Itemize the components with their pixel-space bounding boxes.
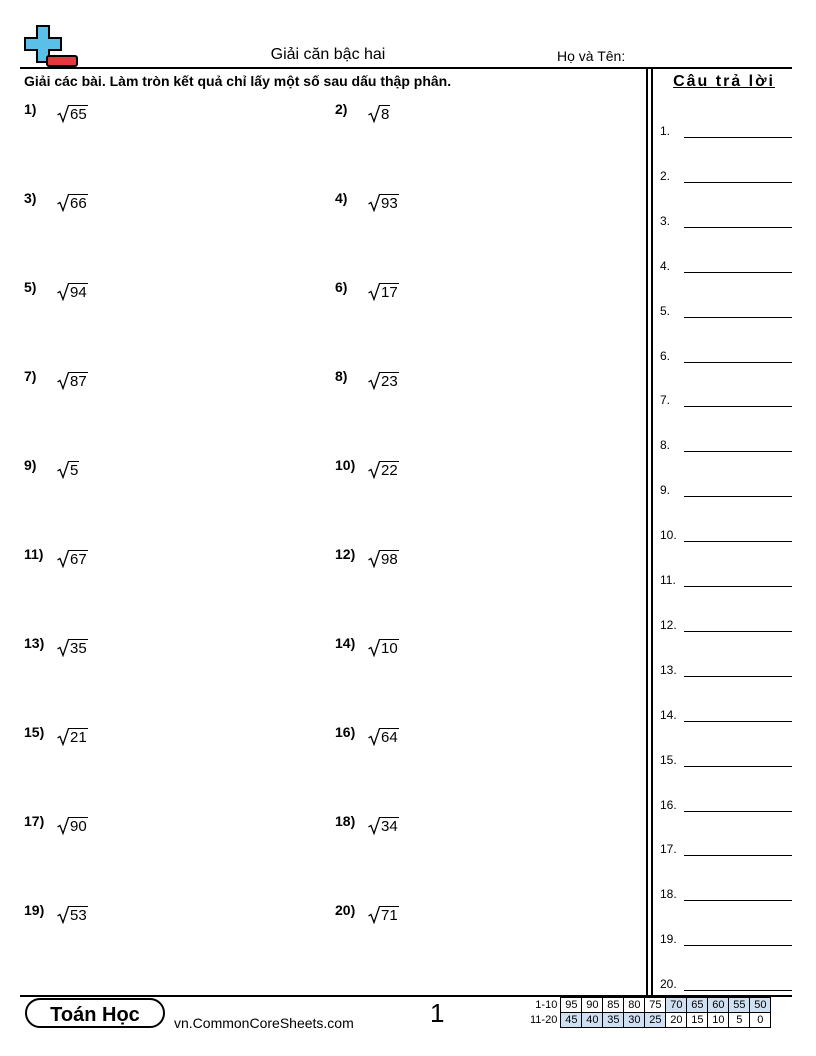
answer-line[interactable] xyxy=(684,451,792,452)
score-cell: 0 xyxy=(750,1013,771,1028)
answer-number: 9. xyxy=(660,483,671,498)
answer-line[interactable] xyxy=(684,766,792,767)
problem-number: 11) xyxy=(24,546,44,562)
square-root-expression xyxy=(57,728,88,746)
answer-number: 7. xyxy=(660,393,671,408)
answer-slot[interactable] xyxy=(660,167,792,183)
problem-number: 13) xyxy=(24,635,45,651)
problem-number: 20) xyxy=(335,902,356,918)
answer-slot[interactable] xyxy=(660,436,792,452)
problem-number: 6) xyxy=(335,279,348,295)
answer-line[interactable] xyxy=(684,945,792,946)
score-row xyxy=(528,1013,771,1028)
radicand: 71 xyxy=(381,907,398,924)
answer-line[interactable] xyxy=(684,362,792,363)
radicand: 90 xyxy=(70,818,87,835)
score-cell: 40 xyxy=(582,1013,603,1028)
radicand: 8 xyxy=(381,106,390,123)
score-cell: 65 xyxy=(687,998,708,1013)
score-table xyxy=(528,997,771,1028)
top-divider xyxy=(20,67,792,69)
radicand: 53 xyxy=(70,907,87,924)
square-root-expression xyxy=(57,817,88,835)
radicand: 35 xyxy=(70,640,87,657)
answer-number: 10. xyxy=(660,528,677,543)
square-root-expression xyxy=(368,639,399,657)
answer-slot[interactable] xyxy=(660,751,792,767)
radicand: 98 xyxy=(381,551,398,568)
answer-slot[interactable] xyxy=(660,885,792,901)
brand-badge: Toán Học xyxy=(25,998,165,1028)
answer-line[interactable] xyxy=(684,900,792,901)
answer-number: 17. xyxy=(660,842,677,857)
answer-slot[interactable] xyxy=(660,840,792,856)
radicand: 17 xyxy=(381,284,398,301)
radicand: 87 xyxy=(70,373,87,390)
square-root-expression xyxy=(57,372,88,390)
site-url: vn.CommonCoreSheets.com xyxy=(174,1015,354,1031)
score-cell: 10 xyxy=(708,1013,729,1028)
radicand: 93 xyxy=(381,195,398,212)
answer-number: 16. xyxy=(660,797,677,812)
square-root-expression xyxy=(368,105,390,123)
answer-slot[interactable] xyxy=(660,391,792,407)
problem-number: 3) xyxy=(24,190,37,206)
answer-line[interactable] xyxy=(684,811,792,812)
score-range-label: 11-20 xyxy=(530,1014,558,1026)
radicand: 21 xyxy=(70,729,87,746)
worksheet-title: Giải căn bậc hai xyxy=(270,46,386,63)
answer-line[interactable] xyxy=(684,631,792,632)
answer-number: 12. xyxy=(660,617,677,632)
answer-column-divider xyxy=(646,68,648,996)
score-cell: 60 xyxy=(708,998,729,1013)
problem-number: 2) xyxy=(335,101,348,117)
name-label: Họ và Tên: xyxy=(557,48,626,64)
radicand: 5 xyxy=(70,462,79,479)
answer-line[interactable] xyxy=(684,721,792,722)
problem-number: 18) xyxy=(335,813,356,829)
answer-number: 3. xyxy=(660,213,671,228)
square-root-expression xyxy=(57,550,88,568)
square-root-expression xyxy=(57,639,88,657)
answer-line[interactable] xyxy=(684,272,792,273)
answer-slot[interactable] xyxy=(660,661,792,677)
answer-slot[interactable] xyxy=(660,796,792,812)
score-cell: 35 xyxy=(603,1013,624,1028)
answer-number: 2. xyxy=(660,168,671,183)
answer-slot[interactable] xyxy=(660,975,792,991)
problem-number: 10) xyxy=(335,457,356,473)
square-root-expression xyxy=(57,906,88,924)
score-range-label: 1-10 xyxy=(535,999,558,1011)
score-cell: 85 xyxy=(603,998,624,1013)
answer-line[interactable] xyxy=(684,990,792,991)
square-root-expression xyxy=(57,194,88,212)
answer-slot[interactable] xyxy=(660,122,792,138)
answer-line[interactable] xyxy=(684,855,792,856)
answer-line[interactable] xyxy=(684,676,792,677)
score-cell: 20 xyxy=(666,1013,687,1028)
answer-column-divider xyxy=(651,68,653,996)
square-root-expression xyxy=(368,817,399,835)
answer-number: 6. xyxy=(660,348,671,363)
radicand: 23 xyxy=(381,373,398,390)
problem-number: 1) xyxy=(24,101,37,117)
radicand: 65 xyxy=(70,106,87,123)
problem-number: 5) xyxy=(24,279,37,295)
score-cell: 5 xyxy=(729,1013,750,1028)
score-cell: 75 xyxy=(645,998,666,1013)
answer-number: 11. xyxy=(660,573,676,587)
answer-slot[interactable] xyxy=(660,930,792,946)
answer-line[interactable] xyxy=(684,182,792,183)
square-root-expression xyxy=(368,550,399,568)
answer-line[interactable] xyxy=(684,541,792,542)
problem-number: 16) xyxy=(335,724,356,740)
answer-slot[interactable] xyxy=(660,257,792,273)
answers-title: Câu trả lời xyxy=(673,73,775,90)
problem-number: 4) xyxy=(335,190,348,206)
answer-number: 15. xyxy=(660,752,677,767)
score-row xyxy=(528,998,771,1013)
answer-slot[interactable] xyxy=(660,571,792,587)
problem-number: 15) xyxy=(24,724,45,740)
square-root-expression xyxy=(368,372,399,390)
square-root-expression xyxy=(368,283,399,301)
square-root-expression xyxy=(368,461,399,479)
radicand: 34 xyxy=(381,818,398,835)
answer-slot[interactable] xyxy=(660,706,792,722)
answer-line[interactable] xyxy=(684,317,792,318)
square-root-expression xyxy=(368,194,399,212)
score-cell: 55 xyxy=(729,998,750,1013)
answer-line[interactable] xyxy=(684,227,792,228)
problem-number: 12) xyxy=(335,546,356,562)
answer-slot[interactable] xyxy=(660,347,792,363)
score-cell: 95 xyxy=(561,998,582,1013)
answer-line[interactable] xyxy=(684,586,792,587)
radicand: 67 xyxy=(70,551,87,568)
square-root-expression xyxy=(368,906,399,924)
radicand: 66 xyxy=(70,195,87,212)
square-root-expression xyxy=(57,105,88,123)
radicand: 64 xyxy=(381,729,398,746)
answer-number: 5. xyxy=(660,303,671,318)
answer-number: 20. xyxy=(660,977,677,992)
square-root-expression xyxy=(368,728,399,746)
answer-slot[interactable] xyxy=(660,302,792,318)
score-cell: 15 xyxy=(687,1013,708,1028)
answer-number: 18. xyxy=(660,887,677,902)
score-cell: 30 xyxy=(624,1013,645,1028)
radicand: 22 xyxy=(381,462,398,479)
radicand: 94 xyxy=(70,284,87,301)
problem-number: 17) xyxy=(24,813,45,829)
square-root-expression xyxy=(57,283,88,301)
answer-slot[interactable] xyxy=(660,616,792,632)
answer-line[interactable] xyxy=(684,406,792,407)
answer-slot[interactable] xyxy=(660,212,792,228)
problem-number: 8) xyxy=(335,368,348,384)
answer-number: 8. xyxy=(660,438,671,453)
problem-number: 9) xyxy=(24,457,37,473)
answer-number: 14. xyxy=(660,707,677,722)
score-cell: 70 xyxy=(666,998,687,1013)
answer-number: 1. xyxy=(660,124,671,138)
score-cell: 90 xyxy=(582,998,603,1013)
instructions: Giải các bài. Làm tròn kết quả chỉ lấy một số sau dấu thập phân. xyxy=(24,73,452,89)
problem-number: 7) xyxy=(24,368,37,384)
answer-line[interactable] xyxy=(684,496,792,497)
radicand: 10 xyxy=(381,640,398,657)
answer-slot[interactable] xyxy=(660,526,792,542)
page-number: 1 xyxy=(430,998,445,1028)
problem-number: 14) xyxy=(335,635,356,651)
score-cell: 25 xyxy=(645,1013,666,1028)
answer-slot[interactable] xyxy=(660,481,792,497)
answer-number: 13. xyxy=(660,662,677,677)
answer-number: 4. xyxy=(660,258,671,273)
score-cell: 80 xyxy=(624,998,645,1013)
problem-number: 19) xyxy=(24,902,45,918)
score-cell: 45 xyxy=(561,1013,582,1028)
square-root-expression xyxy=(57,461,79,479)
answer-number: 19. xyxy=(660,932,677,947)
answer-line[interactable] xyxy=(684,137,792,138)
score-cell: 50 xyxy=(750,998,771,1013)
